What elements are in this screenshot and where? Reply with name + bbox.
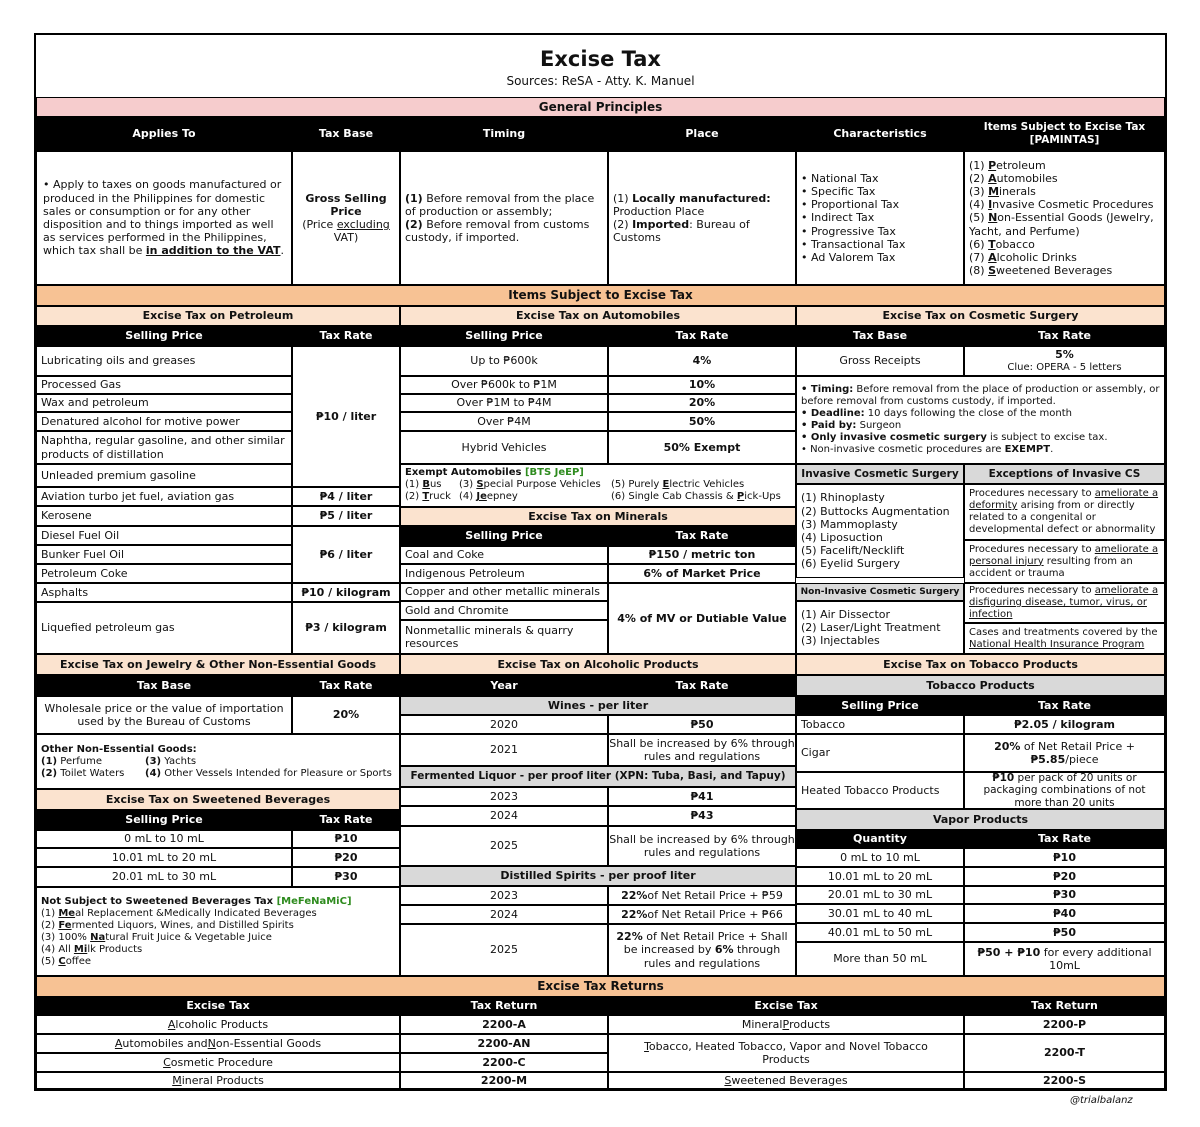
vapor-rate: ₱40	[964, 904, 1165, 923]
general-principles-title: General Principles	[36, 97, 1165, 117]
jewelry-h1: Tax Base	[36, 675, 292, 696]
petroleum-row: Naphtha, regular gasoline, and other similar products of distillation	[36, 431, 292, 464]
minerals-h2: Tax Rate	[608, 526, 796, 546]
sweetened-rate: ₱10	[292, 830, 400, 848]
vapor-quantity: 0 mL to 10 mL	[796, 848, 964, 867]
return-code: 2200-S	[964, 1072, 1165, 1089]
sweetened-h1: Selling Price	[36, 810, 292, 830]
petroleum-rate: ₱10 / liter	[292, 346, 400, 487]
return-code: 2200-P	[964, 1015, 1165, 1034]
petroleum-rate: ₱4 / liter	[292, 487, 400, 506]
invasive-title: Invasive Cosmetic Surgery	[796, 464, 964, 484]
sweetened-price: 0 mL to 10 mL	[36, 830, 292, 848]
col-characteristics: Characteristics	[796, 117, 964, 151]
alcohol-h1: Year	[400, 675, 608, 696]
minerals-title: Excise Tax on Minerals	[400, 507, 796, 526]
returns-h2-left: Tax Return	[400, 997, 608, 1015]
jewelry-h2: Tax Rate	[292, 675, 400, 696]
sweetened-price: 20.01 mL to 30 mL	[36, 867, 292, 887]
tobacco-rate: ₱2.05 / kilogram	[964, 715, 1165, 734]
petroleum-h1: Selling Price	[36, 326, 292, 346]
returns-h1-left: Excise Tax	[36, 997, 400, 1015]
distilled-year: 2025	[400, 924, 608, 976]
cosmetic-rate: 5% Clue: OPERA - 5 letters	[964, 346, 1165, 376]
tobacco-title: Excise Tax on Tobacco Products	[796, 654, 1165, 675]
mineral-rate: 6% of Market Price	[608, 564, 796, 583]
mineral-rate: 4% of MV or Dutiable Value	[608, 583, 796, 654]
mineral-row: Coal and Coke	[400, 546, 608, 564]
minerals-h1: Selling Price	[400, 526, 608, 546]
petroleum-row: Wax and petroleum	[36, 394, 292, 412]
petroleum-row: Denatured alcohol for motive power	[36, 412, 292, 431]
automobiles-title: Excise Tax on Automobiles	[400, 306, 796, 326]
exceptions-title: Exceptions of Invasive CS	[964, 464, 1165, 484]
petroleum-rate: ₱10 / kilogram	[292, 583, 400, 602]
return-code: 2200-A	[400, 1015, 608, 1034]
tobacco-h2: Tax Rate	[964, 696, 1165, 715]
petroleum-title: Excise Tax on Petroleum	[36, 306, 400, 326]
applies-to-text: • Apply to taxes on goods manufactured or produced in the Philippines for domestic sales or consumption or for any other disposition and to things imported as well as services performed in the Philippines, which tax shall be in addition to the VAT.	[36, 151, 292, 285]
wine-year: 2021	[400, 734, 608, 766]
vapor-title: Vapor Products	[796, 809, 1165, 830]
cosmetic-h1: Tax Base	[796, 326, 964, 346]
col-tax-base: Tax Base	[292, 117, 400, 151]
distilled-rate: 22% of Net Retail Price + Shall be increased by 6% through rules and regulations	[608, 924, 796, 976]
exception-item: Procedures necessary to ameliorate a deformity arising from or directly related to a congenital or developmental defect or abnormality	[964, 484, 1165, 540]
vapor-rate: ₱50 + ₱10 for every additional 10mL	[964, 942, 1165, 976]
sweetened-rate: ₱30	[292, 867, 400, 887]
automobile-rate: 50% Exempt	[608, 431, 796, 464]
wine-year: 2020	[400, 715, 608, 734]
petroleum-rate: ₱6 / liter	[292, 526, 400, 583]
automobile-price: Over ₱1M to ₱4M	[400, 394, 608, 412]
vapor-rate: ₱50	[964, 923, 1165, 942]
tobacco-subtitle: Tobacco Products	[796, 675, 1165, 696]
fermented-title: Fermented Liquor - per proof liter (XPN: Tuba, Basi, and Tapuy)	[400, 766, 796, 787]
distilled-title: Distilled Spirits - per proof liter	[400, 866, 796, 886]
fermented-year: 2024	[400, 806, 608, 826]
cosmetic-h2: Tax Rate	[964, 326, 1165, 346]
return-tax: M ineral Products	[36, 1072, 400, 1089]
fermented-rate: ₱41	[608, 787, 796, 806]
return-tax: S weetened Beverages	[608, 1072, 964, 1089]
return-code: 2200-C	[400, 1053, 608, 1072]
fermented-year: 2023	[400, 787, 608, 806]
automobile-price: Over ₱4M	[400, 412, 608, 431]
tobacco-product: Heated Tobacco Products	[796, 772, 964, 809]
mineral-row: Gold and Chromite	[400, 601, 608, 620]
vapor-quantity: 20.01 mL to 30 mL	[796, 886, 964, 904]
sweetened-price: 10.01 mL to 20 mL	[36, 848, 292, 867]
automobiles-h1: Selling Price	[400, 326, 608, 346]
vapor-h2: Tax Rate	[964, 830, 1165, 848]
wine-rate: Shall be increased by 6% through rules and regulations	[608, 734, 796, 766]
invasive-list: (1) Rhinoplasty (2) Buttocks Augmentation (3) Mammoplasty (4) Liposuction (5) Facelift/Necklift (6) Eyelid Surgery	[796, 484, 964, 578]
tobacco-product: Tobacco	[796, 715, 964, 734]
return-tax: A utomobiles and N on-Essential Goods	[36, 1034, 400, 1053]
vapor-rate: ₱20	[964, 867, 1165, 886]
distilled-rate: 22% of Net Retail Price + ₱59	[608, 886, 796, 905]
col-timing: Timing	[400, 117, 608, 151]
col-items-subject: Items Subject to Excise Tax [PAMINTAS]	[964, 117, 1165, 151]
sources: Sources: ReSA - Atty. K. Manuel	[506, 74, 695, 88]
petroleum-row: Kerosene	[36, 506, 292, 526]
vapor-quantity: 10.01 mL to 20 mL	[796, 867, 964, 886]
cosmetic-notes: • Timing: Before removal from the place of production or assembly, or before removal from customs custody, if imported. • Deadline: 10 days following the close of the month • Paid by: Surgeon • Only invasive cosmetic surgery is subject to excise tax. • Non-invasive cosmetic procedures are EXEMPT.	[796, 376, 1165, 464]
automobile-rate: 20%	[608, 394, 796, 412]
automobile-price: Over ₱600k to ₱1M	[400, 376, 608, 394]
petroleum-row: Bunker Fuel Oil	[36, 545, 292, 564]
wine-rate: ₱50	[608, 715, 796, 734]
petroleum-row: Liquefied petroleum gas	[36, 602, 292, 654]
automobile-rate: 10%	[608, 376, 796, 394]
characteristics-list: • National Tax • Specific Tax • Proportional Tax • Indirect Tax • Progressive Tax • Transactional Tax • Ad Valorem Tax	[796, 151, 964, 285]
petroleum-row: Petroleum Coke	[36, 564, 292, 583]
cosmetic-title: Excise Tax on Cosmetic Surgery	[796, 306, 1165, 326]
vapor-rate: ₱10	[964, 848, 1165, 867]
return-tax: C osmetic Procedure	[36, 1053, 400, 1072]
distilled-rate: 22% of Net Retail Price + ₱66	[608, 905, 796, 924]
excise-tax-sheet	[34, 33, 1167, 1091]
noninvasive-title: Non-Invasive Cosmetic Surgery	[796, 583, 964, 601]
sweetened-h2: Tax Rate	[292, 810, 400, 830]
distilled-year: 2024	[400, 905, 608, 924]
tobacco-product: Cigar	[796, 734, 964, 772]
place-text: (1) Locally manufactured: Production Place (2) Imported: Bureau of Customs	[608, 151, 796, 285]
petroleum-row: Lubricating oils and greases	[36, 346, 292, 376]
exempt-automobiles: Exempt Automobiles [BTS JeEP] (1) Bus (3) Special Purpose Vehicles (5) Purely Electric Vehicles (2) Truck (4) Jeepney (6) Single Cab Chassis & Pick-Ups	[400, 464, 796, 507]
jewelry-rate: 20%	[292, 696, 400, 734]
automobiles-h2: Tax Rate	[608, 326, 796, 346]
returns-h2-right: Tax Return	[964, 997, 1165, 1015]
mineral-row: Copper and other metallic minerals	[400, 583, 608, 601]
alcohol-title: Excise Tax on Alcoholic Products	[400, 654, 796, 675]
credit: @trialbalanz	[1070, 1095, 1133, 1106]
automobile-rate: 4%	[608, 346, 796, 376]
vapor-rate: ₱30	[964, 886, 1165, 904]
wines-title: Wines - per liter	[400, 696, 796, 715]
tobacco-rate: ₱10 per pack of 20 units or packaging combinations of not more than 20 units	[964, 772, 1165, 809]
vapor-quantity: More than 50 mL	[796, 942, 964, 976]
tobacco-h1: Selling Price	[796, 696, 964, 715]
fermented-rate: ₱43	[608, 806, 796, 826]
petroleum-rate: ₱3 / kilogram	[292, 602, 400, 654]
petroleum-row: Aviation turbo jet fuel, aviation gas	[36, 487, 292, 506]
fermented-year: 2025	[400, 826, 608, 866]
petroleum-row: Diesel Fuel Oil	[36, 526, 292, 545]
exception-item: Procedures necessary to ameliorate a disfiguring disease, tumor, virus, or infection	[964, 583, 1165, 623]
automobile-rate: 50%	[608, 412, 796, 431]
tobacco-rate: 20% of Net Retail Price + ₱5.85/piece	[964, 734, 1165, 772]
vapor-quantity: 30.01 mL to 40 mL	[796, 904, 964, 923]
returns-h1-right: Excise Tax	[608, 997, 964, 1015]
pamintas-list: (1) Petroleum (2) Automobiles (3) Minerals (4) Invasive Cosmetic Procedures (5) Non-Essential Goods (Jewelry, Yacht, and Perfume) (6) Tobacco (7) Alcoholic Drinks (8) Sweetened Beverages	[964, 151, 1165, 285]
sweetened-title: Excise Tax on Sweetened Beverages	[36, 789, 400, 810]
return-tax: Mineral P roducts	[608, 1015, 964, 1034]
items-subject-title: Items Subject to Excise Tax	[36, 285, 1165, 306]
vapor-h1: Quantity	[796, 830, 964, 848]
petroleum-row: Unleaded premium gasoline	[36, 464, 292, 487]
distilled-year: 2023	[400, 886, 608, 905]
petroleum-row: Processed Gas	[36, 376, 292, 394]
return-code: 2200-AN	[400, 1034, 608, 1053]
tax-base-text: Gross Selling Price (Price excluding VAT)	[292, 151, 400, 285]
return-code: 2200-T	[964, 1034, 1165, 1072]
fermented-rate: Shall be increased by 6% through rules and regulations	[608, 826, 796, 866]
petroleum-rate: ₱5 / liter	[292, 506, 400, 526]
timing-text: (1) Before removal from the place of production or assembly; (2) Before removal from customs custody, if imported.	[400, 151, 608, 285]
sweetened-rate: ₱20	[292, 848, 400, 867]
jewelry-title: Excise Tax on Jewelry & Other Non-Essential Goods	[36, 654, 400, 675]
page-title: Excise Tax	[540, 47, 661, 71]
vapor-quantity: 40.01 mL to 50 mL	[796, 923, 964, 942]
cosmetic-base: Gross Receipts	[796, 346, 964, 376]
exception-item: Cases and treatments covered by the National Health Insurance Program	[964, 623, 1165, 654]
petroleum-row: Asphalts	[36, 583, 292, 602]
jewelry-base: Wholesale price or the value of importation used by the Bureau of Customs	[36, 696, 292, 734]
mineral-row: Indigenous Petroleum	[400, 564, 608, 583]
return-code: 2200-M	[400, 1072, 608, 1089]
col-applies-to: Applies To	[36, 117, 292, 151]
return-tax: A lcoholic Products	[36, 1015, 400, 1034]
alcohol-h2: Tax Rate	[608, 675, 796, 696]
automobile-price: Hybrid Vehicles	[400, 431, 608, 464]
petroleum-h2: Tax Rate	[292, 326, 400, 346]
col-place: Place	[608, 117, 796, 151]
return-tax: Tobacco, Heated Tobacco, Vapor and Novel Tobacco Products	[608, 1034, 964, 1072]
mineral-rate: ₱150 / metric ton	[608, 546, 796, 564]
returns-title: Excise Tax Returns	[36, 976, 1165, 997]
automobile-price: Up to ₱600k	[400, 346, 608, 376]
not-subject-sweetened: Not Subject to Sweetened Beverages Tax [MeFeNaMiC] (1) Meal Replacement &Medically Indicated Beverages (2) Fermented Liquors, Wines, and Distilled Spirits (3) 100% Natural Fruit Juice & Vegetable Juice (4) All Milk Products (5) Coffee	[36, 887, 400, 976]
exception-item: Procedures necessary to ameliorate a personal injury resulting from an accident or trauma	[964, 540, 1165, 583]
other-non-essential: Other Non-Essential Goods: (1) Perfume (3) Yachts (2) Toilet Waters (4) Other Vessels Intended for Pleasure or Sports	[36, 734, 400, 789]
noninvasive-list: (1) Air Dissector (2) Laser/Light Treatment (3) Injectables	[796, 601, 964, 654]
mineral-row: Nonmetallic minerals & quarry resources	[400, 620, 608, 654]
